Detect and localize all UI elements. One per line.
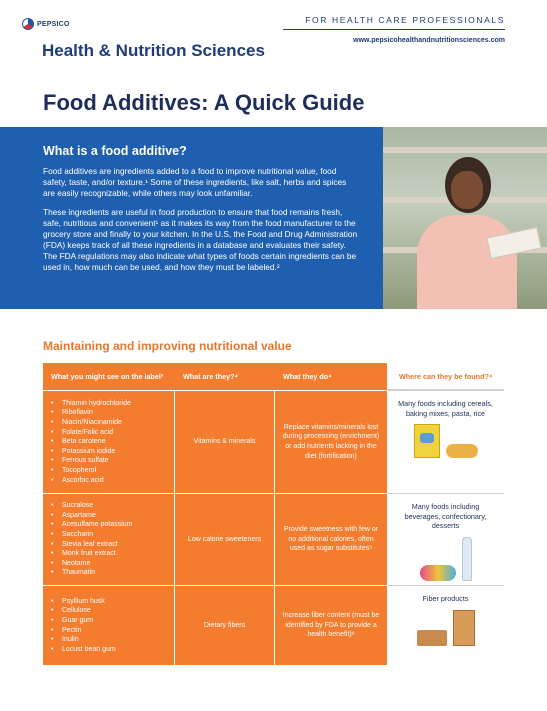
list-item: • Guar gum [51, 616, 116, 626]
intro-paragraph-1: Food additives are ingredients added to a food to improve nutritional value, food safety, taste, and/or texture.¹ Some of these ingredients, like salt, herbs and spices are easily recognizable, while others may look unfamiliar. [43, 166, 347, 198]
list-item: • Beta carotene [51, 437, 131, 447]
list-item: • Potassium iodide [51, 447, 131, 457]
logo-text: PEPSICO [37, 20, 70, 28]
list-item: • Aspartame [51, 511, 132, 521]
list-item: • Cellulose [51, 606, 116, 616]
list-item: • Niacin/Niacinamide [51, 418, 131, 428]
label-cell [43, 585, 175, 665]
list-item: • Riboflavin [51, 408, 131, 418]
header-label: What you might see on the label³ [43, 363, 175, 390]
table-row [43, 585, 504, 665]
page-header [0, 0, 547, 80]
where-text: Many foods including cereals, baking mixes, pasta, rice [398, 399, 493, 418]
pepsico-globe-icon [22, 18, 34, 30]
where-cell [387, 585, 504, 665]
brand-name: Health & Nutrition Sciences [42, 41, 265, 60]
person-face [451, 171, 483, 209]
product-images [420, 537, 472, 581]
shelf [383, 147, 547, 153]
label-cell [43, 390, 175, 493]
additives-table [43, 363, 504, 665]
do-cell: Provide sweetness with few or no additional calories, often used as sugar substitutes⁵ [275, 493, 387, 585]
header-do: What they do⁴ [275, 363, 387, 390]
person-body [417, 215, 517, 309]
list-item: • Inulin [51, 635, 116, 645]
list-item: • Locust bean gum [51, 645, 116, 655]
table-row [43, 493, 504, 585]
header-what: What are they?⁴ [175, 363, 275, 390]
product-images [414, 424, 478, 458]
label-cell [43, 493, 175, 585]
list-item: • Neotame [51, 559, 132, 569]
list-item: • Pectin [51, 626, 116, 636]
shopper-photo [383, 127, 547, 309]
list-item: • Ascorbic acid [51, 476, 131, 486]
do-cell: Replace vitamins/minerals lost during processing (enrichment) or add nutrients lacking in the diet (fortification) [275, 390, 387, 493]
pepsico-logo [22, 18, 70, 30]
list-item: • Thaumatin [51, 568, 132, 578]
list-item: • Stevia leaf extract [51, 540, 132, 550]
candy-image [420, 565, 456, 581]
table-header [43, 363, 504, 390]
list-item: • Tocopherol [51, 466, 131, 476]
intro-heading: What is a food additive? [43, 144, 187, 158]
list-item: • Monk fruit extract [51, 549, 132, 559]
table-row [43, 390, 504, 493]
product-images [417, 610, 475, 646]
list-item: • Sucralose [51, 501, 132, 511]
intro-paragraph-2: These ingredients are useful in food production to ensure that food remains fresh, safe, nutritious and convenient¹ as it makes its way from the food manufacturer to the grocery store and finally to your kitchen. In the U.S, the Food and Drug Administration (FDA) keeps track of all these ingredients in a database and evaluates their safety. The FDA regulations may also indicate what types of foods certain ingredients can be used in, how much can be used, and how they must be labeled.² [43, 207, 358, 272]
ingredient-list [51, 597, 116, 655]
pasta-image [446, 444, 478, 458]
where-cell [387, 390, 504, 493]
where-cell [387, 493, 504, 585]
header-where: Where can they be found?⁴ [387, 363, 504, 390]
cereal-box-image [414, 424, 440, 458]
list-item: • Thiamin hydrochloride [51, 399, 131, 409]
granola-bar-image [417, 630, 447, 646]
water-bottle-image [462, 537, 472, 581]
ingredient-list [51, 501, 132, 578]
what-cell: Low calorie sweeteners [175, 493, 275, 585]
audience-label: FOR HEALTH CARE PROFESSIONALS [283, 15, 505, 30]
oatmeal-box-image [453, 610, 475, 646]
where-text: Fiber products [422, 594, 469, 603]
what-cell: Dietary fibers [175, 585, 275, 665]
do-cell: Increase fiber content (must be identified by FDA to provide a health benefit)⁶ [275, 585, 387, 665]
intro-text [43, 144, 360, 281]
list-item: • Psyllium husk [51, 597, 116, 607]
what-cell: Vitamins & minerals [175, 390, 275, 493]
list-item: • Saccharin [51, 530, 132, 540]
page-title: Food Additives: A Quick Guide [43, 90, 365, 115]
section-heading: Maintaining and improving nutritional value [43, 339, 292, 353]
ingredient-list [51, 399, 131, 485]
where-text: Many foods including beverages, confectionary, desserts [404, 502, 487, 530]
list-item: • Ferrous sulfate [51, 456, 131, 466]
list-item: • Folate/Folic acid [51, 428, 131, 438]
intro-panel [0, 127, 547, 309]
list-item: • Acesulfame potassium [51, 520, 132, 530]
website-link[interactable]: www.pepsicohealthandnutritionsciences.com [353, 37, 505, 44]
